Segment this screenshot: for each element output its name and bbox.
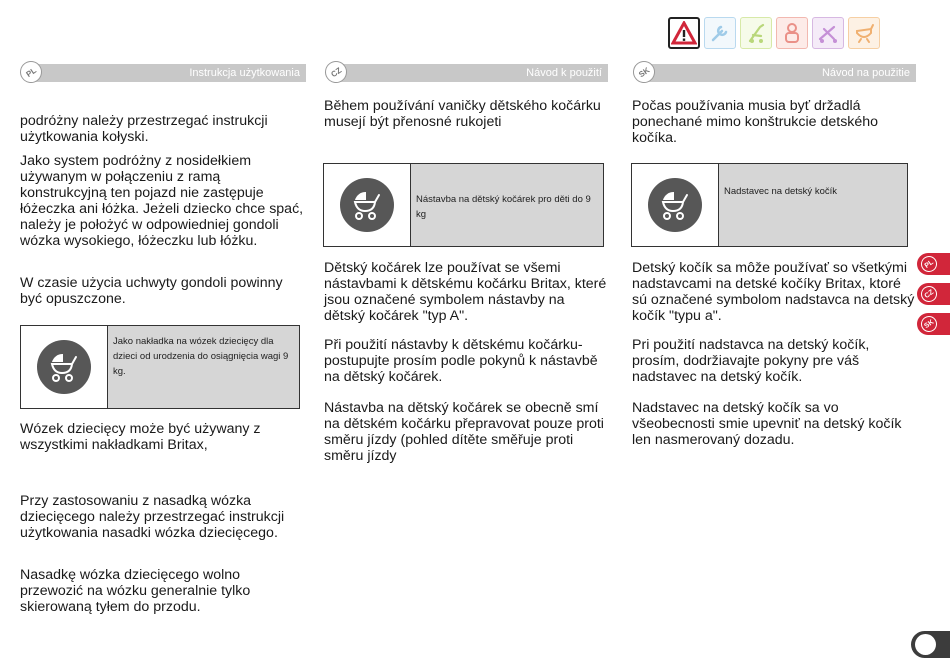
- language-badge-cz: CZ: [321, 57, 352, 88]
- pram-icon: [648, 178, 702, 232]
- sk-info-box: [631, 163, 908, 247]
- sk-info-text: Nadstavec na detský kočík: [719, 164, 907, 246]
- wrench-icon[interactable]: [704, 17, 736, 49]
- cz-info-text: Nástavba na dětský kočárek pro děti do 9 kg: [411, 164, 603, 246]
- pl-paragraph-4: Wózek dziecięcy może być używany z wszystkimi nakładkami Britax,: [20, 421, 261, 453]
- warning-icon[interactable]: [668, 17, 700, 49]
- carrycot-icon[interactable]: [848, 17, 880, 49]
- pram-icon: [37, 340, 91, 394]
- sk-paragraph-2: Detský kočík sa môže používať so všetkými nadstavcami na detské kočíky Britax, ktoré sú označené symbolom nadstavca na detský kočík "typu a".: [632, 260, 915, 324]
- header-cz: [325, 61, 608, 83]
- cz-paragraph-2: Dětský kočárek lze používat se všemi nástavbami k dětskému kočárku Britax, které jsou označené symbolem nástavby na dětský kočárek "typ A".: [324, 260, 607, 324]
- sk-paragraph-1: Počas používania musia byť držadlá ponechané mimo konštrukcie detského kočíka.: [632, 98, 879, 146]
- header-title-sk: Návod na použitie: [643, 64, 916, 82]
- header-title-cz: Návod k použití: [335, 64, 608, 82]
- header-sk: [633, 61, 916, 83]
- side-tab-sk-label: SK: [918, 313, 940, 335]
- side-tab-cz-label: CZ: [918, 283, 940, 305]
- pl-info-box: [20, 325, 300, 409]
- side-tab-pl-label: PL: [918, 253, 940, 275]
- language-badge-sk: SK: [629, 57, 660, 88]
- page-marker-dot: [915, 634, 936, 655]
- pl-paragraph-5: Przy zastosowaniu z nasadką wózka dziecięcego należy przestrzegać instrukcji użytkowania nasadki wózka dziecięcego.: [20, 493, 285, 541]
- side-tab-sk[interactable]: [917, 313, 950, 335]
- folding-stroller-icon[interactable]: [812, 17, 844, 49]
- side-tab-cz[interactable]: [917, 283, 950, 305]
- sk-pram-symbol: [632, 164, 719, 246]
- pl-paragraph-2: Jako system podróżny z nosidełkiem używanym w połączeniu z ramą konstrukcyjną ten pojazd nie zastępuje łóżeczka ani łóżka. Jeżeli dziecko chce spać, należy je położyć w odpowiedniej gondoli wózka wysokiego, łóżeczku lub łóżku.: [20, 153, 304, 249]
- pl-paragraph-6: Nasadkę wózka dziecięcego wolno przewozić na wózku generalnie tylko skierowaną tyłem do przodu.: [20, 567, 251, 615]
- header-pl: [20, 61, 306, 83]
- side-tab-pl[interactable]: [917, 253, 950, 275]
- cz-paragraph-4: Nástavba na dětský kočárek se obecně smí na dětském kočárku přepravovat pouze proti směru jízdy (pohled dítěte směřuje proti směru jízdy: [324, 400, 604, 464]
- cz-pram-symbol: [324, 164, 411, 246]
- pl-paragraph-1: podróżny należy przestrzegać instrukcji użytkowania kołyski.: [20, 113, 268, 145]
- sk-paragraph-4: Nadstavec na detský kočík sa vo všeobecnosti smie upevniť na detský kočík len nasmerovaný dozadu.: [632, 400, 902, 448]
- pl-paragraph-3: W czasie użycia uchwyty gondoli powinny być opuszczone.: [20, 275, 283, 307]
- header-title-pl: Instrukcja użytkowania: [30, 64, 306, 82]
- pl-pram-symbol: [21, 326, 108, 408]
- sk-paragraph-3: Pri použití nadstavca na detský kočík, prosím, dodržiavajte pokyny pre váš nadstavec na detský kočík.: [632, 337, 870, 385]
- cz-paragraph-3: Při použití nástavby k dětskému kočárku- postupujte prosím podle pokynů k nástavbě na dětský kočárek.: [324, 337, 598, 385]
- section-icon-strip: [668, 17, 880, 49]
- cz-paragraph-1: Během používání vaničky dětského kočárku musejí být přenosné rukojeti: [324, 98, 601, 130]
- child-seat-icon[interactable]: [776, 17, 808, 49]
- stroller-icon[interactable]: [740, 17, 772, 49]
- cz-info-box: [323, 163, 604, 247]
- pram-icon: [340, 178, 394, 232]
- page-marker: [911, 631, 950, 658]
- language-badge-pl: PL: [16, 57, 47, 88]
- pl-info-text: Jako nakładka na wózek dziecięcy dla dzieci od urodzenia do osiągnięcia wagi 9 kg.: [108, 326, 299, 408]
